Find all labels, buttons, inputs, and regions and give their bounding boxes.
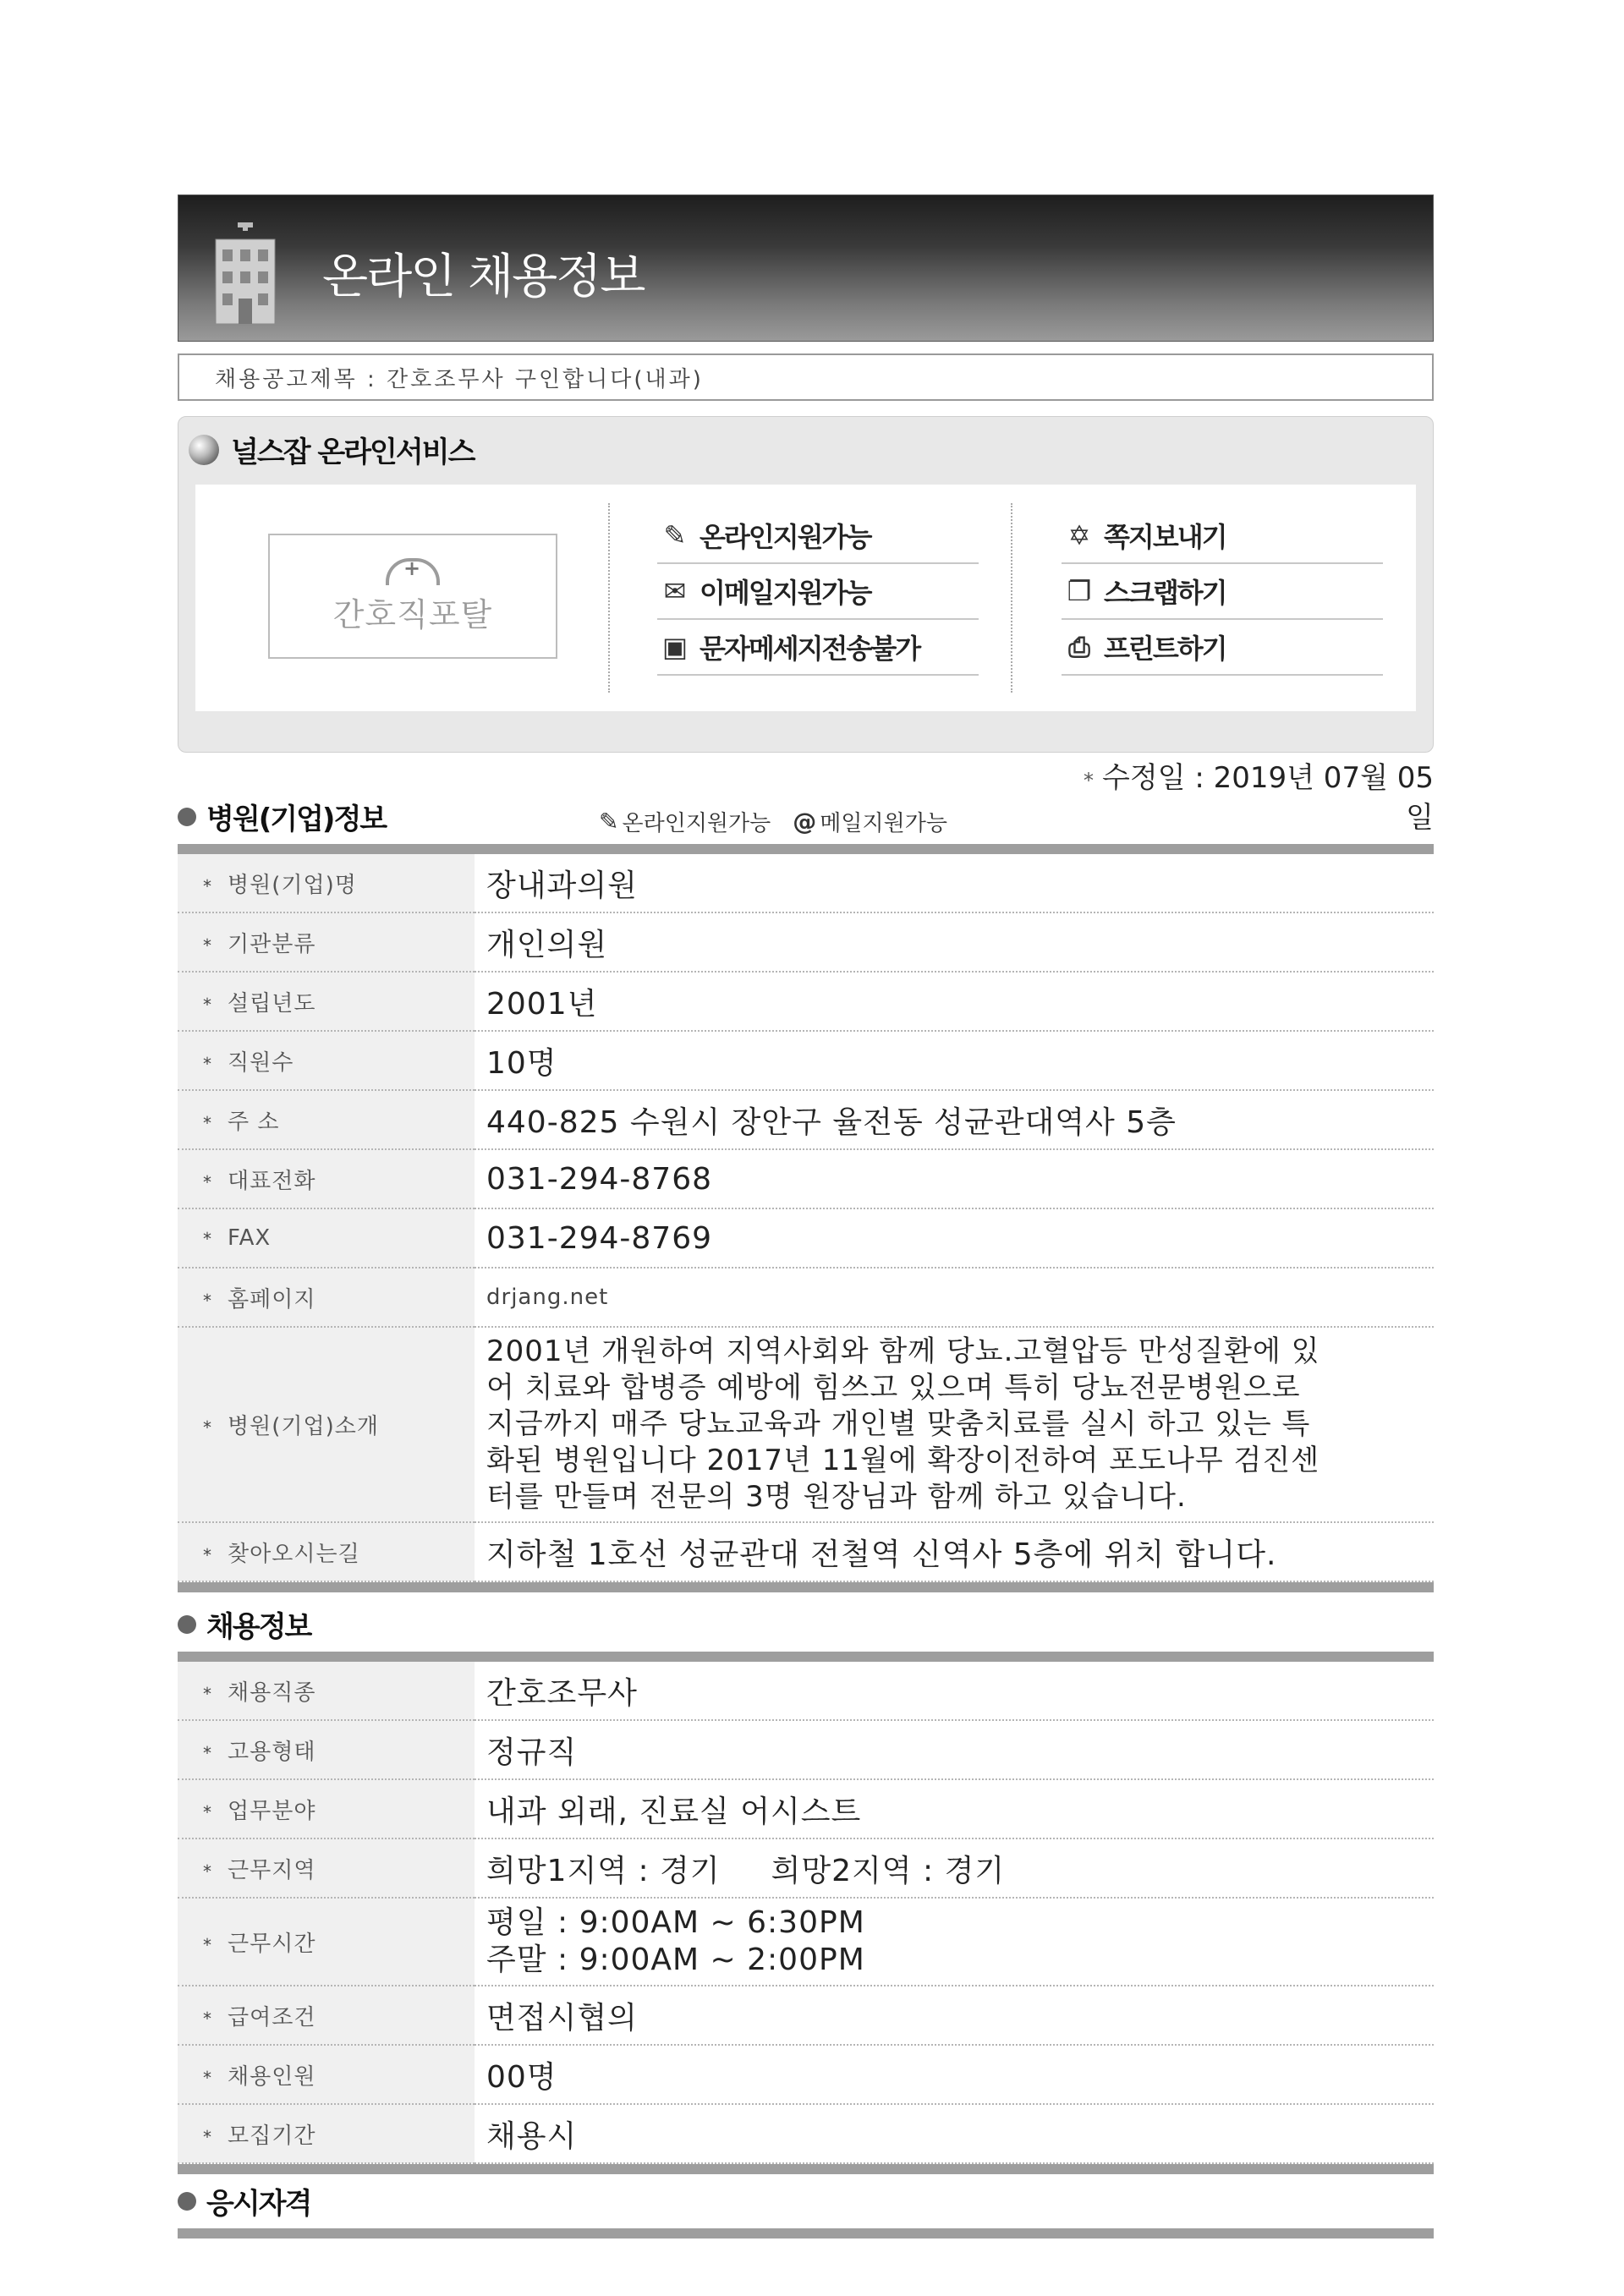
- fax-number: 031-294-8769: [475, 1208, 1434, 1268]
- table-row: * 고용형태 정규직: [178, 1720, 1434, 1779]
- online-apply-icon: ✎: [599, 808, 619, 836]
- section-bar: [178, 2164, 1434, 2174]
- directions: 지하철 1호선 성균관대 전철역 신역사 5층에 위치 합니다.: [475, 1522, 1434, 1581]
- at-sign-icon: @: [793, 808, 817, 836]
- homepage-link[interactable]: drjang.net: [475, 1268, 1434, 1327]
- scrap-icon: ❐: [1067, 575, 1090, 607]
- online-services-box: [178, 416, 1434, 753]
- employment-type: 정규직: [475, 1720, 1434, 1779]
- work-hours: 평일 : 9:00AM ~ 6:30PM 주말 : 9:00AM ~ 2:00PM: [475, 1898, 1434, 1986]
- employee-count: 10명: [475, 1031, 1434, 1090]
- main-phone: 031-294-8768: [475, 1149, 1434, 1208]
- salary-terms: 면접시협의: [475, 1986, 1434, 2045]
- email-apply-link[interactable]: ✉ 이메일지원가능: [657, 564, 979, 620]
- bullet-icon: [178, 1615, 196, 1634]
- table-row: * 병원(기업)명 장내과의원: [178, 854, 1434, 912]
- table-row: * 업무분야 내과 외래, 진료실 어시스트: [178, 1779, 1434, 1838]
- table-row: * 직원수 10명: [178, 1031, 1434, 1090]
- hiring-count: 00명: [475, 2045, 1434, 2104]
- services-column-left: [657, 508, 979, 676]
- recruit-period: 채용시: [475, 2104, 1434, 2163]
- table-row: * 기관분류 개인의원: [178, 912, 1434, 972]
- address: 440-825 수원시 장안구 율전동 성균관대역사 5층: [475, 1090, 1434, 1149]
- scrap-button[interactable]: ❐ 스크랩하기: [1062, 564, 1383, 620]
- job-type: 간호조무사: [475, 1662, 1434, 1720]
- table-row: * 급여조건 면접시협의: [178, 1986, 1434, 2045]
- send-note-button[interactable]: ✡ 쪽지보내기: [1062, 508, 1383, 564]
- table-row: * 설립년도 2001년: [178, 972, 1434, 1031]
- section-bar: [178, 844, 1434, 854]
- work-field: 내과 외래, 진료실 어시스트: [475, 1779, 1434, 1838]
- nurse-cap-icon: [386, 558, 440, 585]
- table-row: * 대표전화 031-294-8768: [178, 1149, 1434, 1208]
- section-title: 응시자격: [178, 2180, 310, 2222]
- section-bar: [178, 1652, 1434, 1662]
- work-region: 희망1지역 : 경기 희망2지역 : 경기: [475, 1838, 1434, 1898]
- table-row: * 근무지역 희망1지역 : 경기 희망2지역 : 경기: [178, 1838, 1434, 1898]
- section-title: 병원(기업)정보: [178, 796, 386, 837]
- recruit-info-table: [178, 1662, 1434, 2164]
- services-column-right: [1062, 508, 1383, 676]
- hospital-section-header: [178, 759, 1434, 844]
- sms-status: ▣ 문자메세지전송불가: [657, 620, 979, 676]
- hospital-intro: 2001년 개원하여 지역사회와 함께 당뇨.고혈압등 만성질환에 있 어 치료와 합병증 예방에 힘쓰고 있으며 특히 당뇨전문병원으로 지금까지 매주 당뇨교육과 개인별 맞춤치료를 실시 하고 있는 특 화된 병원입니다 2017년 11월에 확장이전하여 포도나무 검진센 터를 만들며 전문의 3명 원장님과 함께 하고 있습니다.: [475, 1327, 1434, 1522]
- modified-date: * 수정일 : 2019년 07월 05 일: [1084, 761, 1434, 835]
- services-panel: [195, 485, 1416, 711]
- table-row: * 병원(기업)소개 2001년 개원하여 지역사회와 함께 당뇨.고혈압등 만성질환에 있 어 치료와 합병증 예방에 힘쓰고 있으며 특히 당뇨전문병원으로 지금까지 매주 당뇨교육과 개인별 맞춤치료를 실시 하고 있는 특 화된 병원입니다 2017년 11월에 확장이전하여 포도나무 검진센 터를 만들며 전문의 3명 원장님과 함께 하고 있습니다.: [178, 1327, 1434, 1522]
- hospital-building-icon: [212, 222, 278, 324]
- page-title: 온라인 채용정보: [322, 249, 645, 304]
- qualification-section-header: [178, 2174, 1434, 2228]
- page-container: [178, 195, 1434, 2238]
- star-icon: *: [1084, 769, 1095, 792]
- table-row: * FAX 031-294-8769: [178, 1208, 1434, 1268]
- phone-icon: ▣: [661, 631, 687, 663]
- header-banner: [178, 195, 1434, 342]
- table-row: * 주 소 440-825 수원시 장안구 율전동 성균관대역사 5층: [178, 1090, 1434, 1149]
- printer-icon: ⎙: [1068, 630, 1089, 663]
- envelope-icon: ✉: [663, 575, 685, 607]
- print-button[interactable]: ⎙ 프린트하기: [1062, 620, 1383, 676]
- bullet-icon: [178, 2192, 196, 2211]
- divider: [1011, 503, 1012, 693]
- services-title: 널스잡 온라인서비스: [189, 429, 474, 470]
- logo-text: 간호직포탈: [332, 595, 493, 633]
- table-row: * 홈페이지 drjang.net: [178, 1268, 1434, 1327]
- hospital-name: 장내과의원: [475, 854, 1434, 912]
- bullet-icon: [178, 808, 196, 826]
- globe-icon: [189, 435, 219, 465]
- table-row: * 근무시간 평일 : 9:00AM ~ 6:30PM 주말 : 9:00AM ~ 2:00PM: [178, 1898, 1434, 1986]
- table-row: * 채용인원 00명: [178, 2045, 1434, 2104]
- divider: [608, 503, 610, 693]
- job-subject: 채용공고제목 : 간호조무사 구인합니다(내과): [178, 353, 1434, 401]
- institution-type: 개인의원: [475, 912, 1434, 972]
- online-apply-link[interactable]: ✎ 온라인지원가능: [657, 508, 979, 564]
- hospital-info-table: [178, 854, 1434, 1582]
- table-row: * 채용직종 간호조무사: [178, 1662, 1434, 1720]
- online-apply-icon: ✎: [663, 519, 685, 551]
- note-icon: ✡: [1067, 519, 1089, 551]
- apply-badges: ✎ 온라인지원가능 @ 메일지원가능: [599, 808, 947, 836]
- section-bar: [178, 1582, 1434, 1592]
- table-row: * 모집기간 채용시: [178, 2104, 1434, 2163]
- recruit-section-header: [178, 1592, 1434, 1652]
- section-title: 채용정보: [178, 1603, 310, 1645]
- company-logo: [268, 534, 557, 659]
- founded-year: 2001년: [475, 972, 1434, 1031]
- section-bar: [178, 2228, 1434, 2238]
- table-row: * 찾아오시는길 지하철 1호선 성균관대 전철역 신역사 5층에 위치 합니다.: [178, 1522, 1434, 1581]
